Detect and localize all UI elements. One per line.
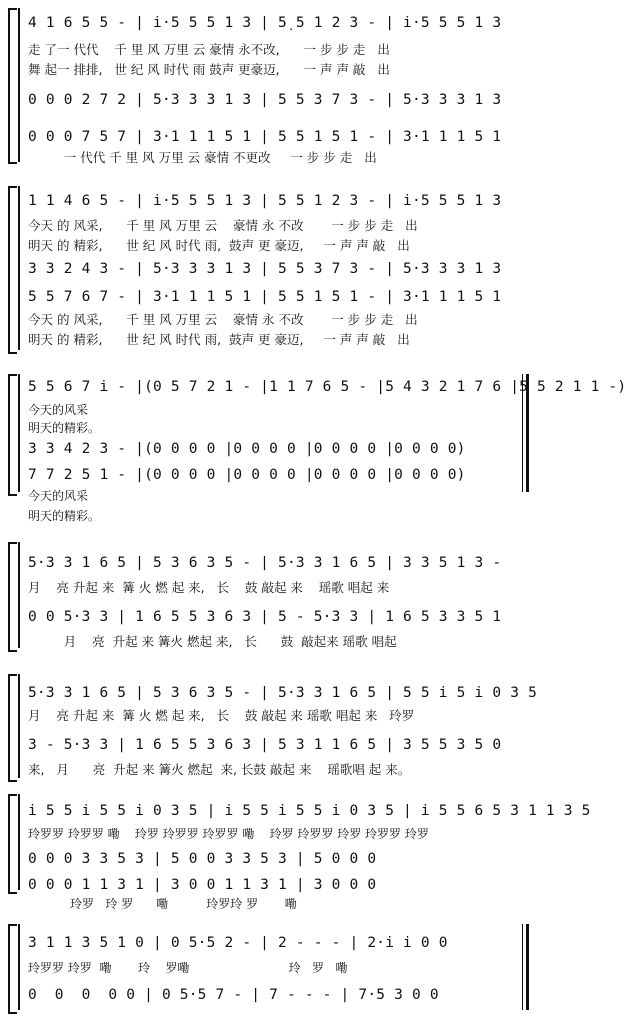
lyric-row: 玲罗 玲 罗 嘞 玲罗玲 罗 嘞 [28,897,297,911]
system-barline-left [18,542,20,648]
notation-row: 0 0 0 0 0 | 0 5·5 7 - | 7 - - - | 7·5 3 0 0 [28,987,439,1003]
score-system-4 [8,540,533,652]
notation-row: 1 1 4 6 5 - | i̇·5 5 5 1 3 | 5 5 1 2 3 - | i̇·5 5 5 1 3 [28,193,502,209]
score-system-6 [8,792,591,916]
system-barline-left [18,8,20,162]
lyric-row: 一 代代 千 里 风 万里 云 豪情 不更改 一 步 步 走 出 [28,150,377,165]
score-system-7 [8,922,533,1012]
lyric-row: 今天的风采 [28,403,89,417]
notation-row: 4 1 6 5 5 - | i̇·5 5 5 1 3 | 5̣ 5 1 2 3 - | i̇·5 5 5 1 3 [28,15,502,31]
system-bracket [8,8,17,164]
lyric-row: 舞 起一 排排, 世 纪 风 时代 雨 鼓声 更豪迈, 一 声 声 敲 出 [28,62,390,77]
lyric-row: 明天的精彩。 [28,509,101,523]
lyric-row: 月 亮 升起 来 篝 火 燃 起 来, 长 鼓 敲起 来 瑶歌 唱起 来 [28,580,390,595]
lyric-row: 明天的精彩。 [28,421,101,435]
notation-row: 3 1 1 3 5 1 0 | 0 5·5 2 - | 2 - - - | 2·i i 0 0 [28,935,448,951]
notation-row: 0 0 5·3 3 | 1 6 5 5 3 6 3 | 5 - 5·3 3 | 1 6 5 3 3 5 1 [28,609,502,625]
lyric-row: 今天的风采 [28,489,89,503]
notation-row: 5 5 7 6 7 - | 3·1 1 1 5 1 | 5 5 1 5 1 - | 3·1 1 1 5 1 [28,289,502,305]
notation-row: 5 5 6 7 i̇ - |(0 5 7 2 1 - |1 1 7 6 5 - |5 4 3 2 1 7 6 |5 5 2 1 1 -) [28,379,626,395]
lyric-row: 玲罗罗 玲罗罗 嘞 玲罗 玲罗罗 玲罗罗 嘞 玲罗 玲罗罗 玲罗 玲罗罗 玲罗 [28,827,429,841]
lyric-row: 今天 的 风采, 千 里 风 万里 云 豪情 永 不改 一 步 步 走 出 [28,218,418,233]
lyric-row: 走 了一 代代 千 里 风 万里 云 豪情 永不改, 一 步 步 走 出 [28,42,390,57]
lyric-row: 月 亮 升起 来 篝火 燃起 来, 长 鼓 敲起来 瑶歌 唱起 [28,634,397,649]
score-system-3 [8,372,626,532]
system-bracket [8,924,17,1014]
notation-row: 3 - 5·3 3 | 1 6 5 5 3 6 3 | 5 3 1 1 6 5 | 3 5 5 3 5 0 [28,737,502,753]
notation-row: 0 0 0 3 3 5 3 | 5 0 0 3 3 5 3 | 5 0 0 0 [28,851,377,867]
notation-row: 7 7 2 5 1 - |(0 0 0 0 |0 0 0 0 |0 0 0 0 |0 0 0 0) [28,467,466,483]
lyric-row: 月 亮 升起 来 篝 火 燃 起 来, 长 鼓 敲起 来 瑶歌 唱起 来 玲罗 [28,708,415,723]
system-barline-left [18,674,20,778]
system-barline-left [18,374,20,492]
notation-row: 3 3 4 2 3 - |(0 0 0 0 |0 0 0 0 |0 0 0 0 |0 0 0 0) [28,441,466,457]
system-barline-left [18,924,20,1010]
system-barline-left [18,794,20,890]
notation-row: 5·3 3 1 6 5 | 5 3 6 3 5 - | 5·3 3 1 6 5 | 3 3 5 1 3 - [28,555,502,571]
lyric-row: 来, 月 亮 升起 来 篝火 燃起 来, 长鼓 敲起 来 瑶歌唱 起 来。 [28,762,411,777]
notation-row: 0 0 0 2 7 2 | 5·3 3 3 1 3 | 5 5 3 7 3 - | 5·3 3 3 1 3 [28,92,502,108]
score-system-5 [8,672,537,782]
notation-row: 5·3 3 1 6 5 | 5 3 6 3 5 - | 5·3 3 1 6 5 | 5 5 i 5 i 0 3 5 [28,685,537,701]
system-bracket [8,674,17,782]
notation-row: i 5 5 i 5 5 i 0 3 5 | i 5 5 i 5 5 i 0 3 5 | i 5 5 6 5 3 1 1 3 5 [28,803,591,819]
system-bracket [8,542,17,652]
score-system-1 [8,6,533,164]
lyric-row: 明天 的 精彩, 世 纪 风 时代 雨, 鼓声 更 豪迈, 一 声 声 敲 出 [28,238,410,253]
notation-row: 0 0 0 1 1 3 1 | 3 0 0 1 1 3 1 | 3 0 0 0 [28,877,377,893]
score-system-2 [8,184,533,352]
notation-row: 3 3 2 4 3 - | 5·3 3 3 1 3 | 5 5 3 7 3 - | 5·3 3 3 1 3 [28,261,502,277]
system-barline-left [18,186,20,350]
system-bracket [8,794,17,894]
lyric-row: 今天 的 风采, 千 里 风 万里 云 豪情 永 不改 一 步 步 走 出 [28,312,418,327]
system-bracket [8,374,17,496]
lyric-row: 明天 的 精彩, 世 纪 风 时代 雨, 鼓声 更 豪迈, 一 声 声 敲 出 [28,332,410,347]
lyric-row: 玲罗罗 玲罗 嘞 玲 罗嘞 玲 罗 嘞 [28,961,348,975]
system-bracket [8,186,17,354]
notation-row: 0 0 0 7 5 7 | 3·1 1 1 5 1 | 5 5 1 5 1 - | 3·1 1 1 5 1 [28,129,502,145]
